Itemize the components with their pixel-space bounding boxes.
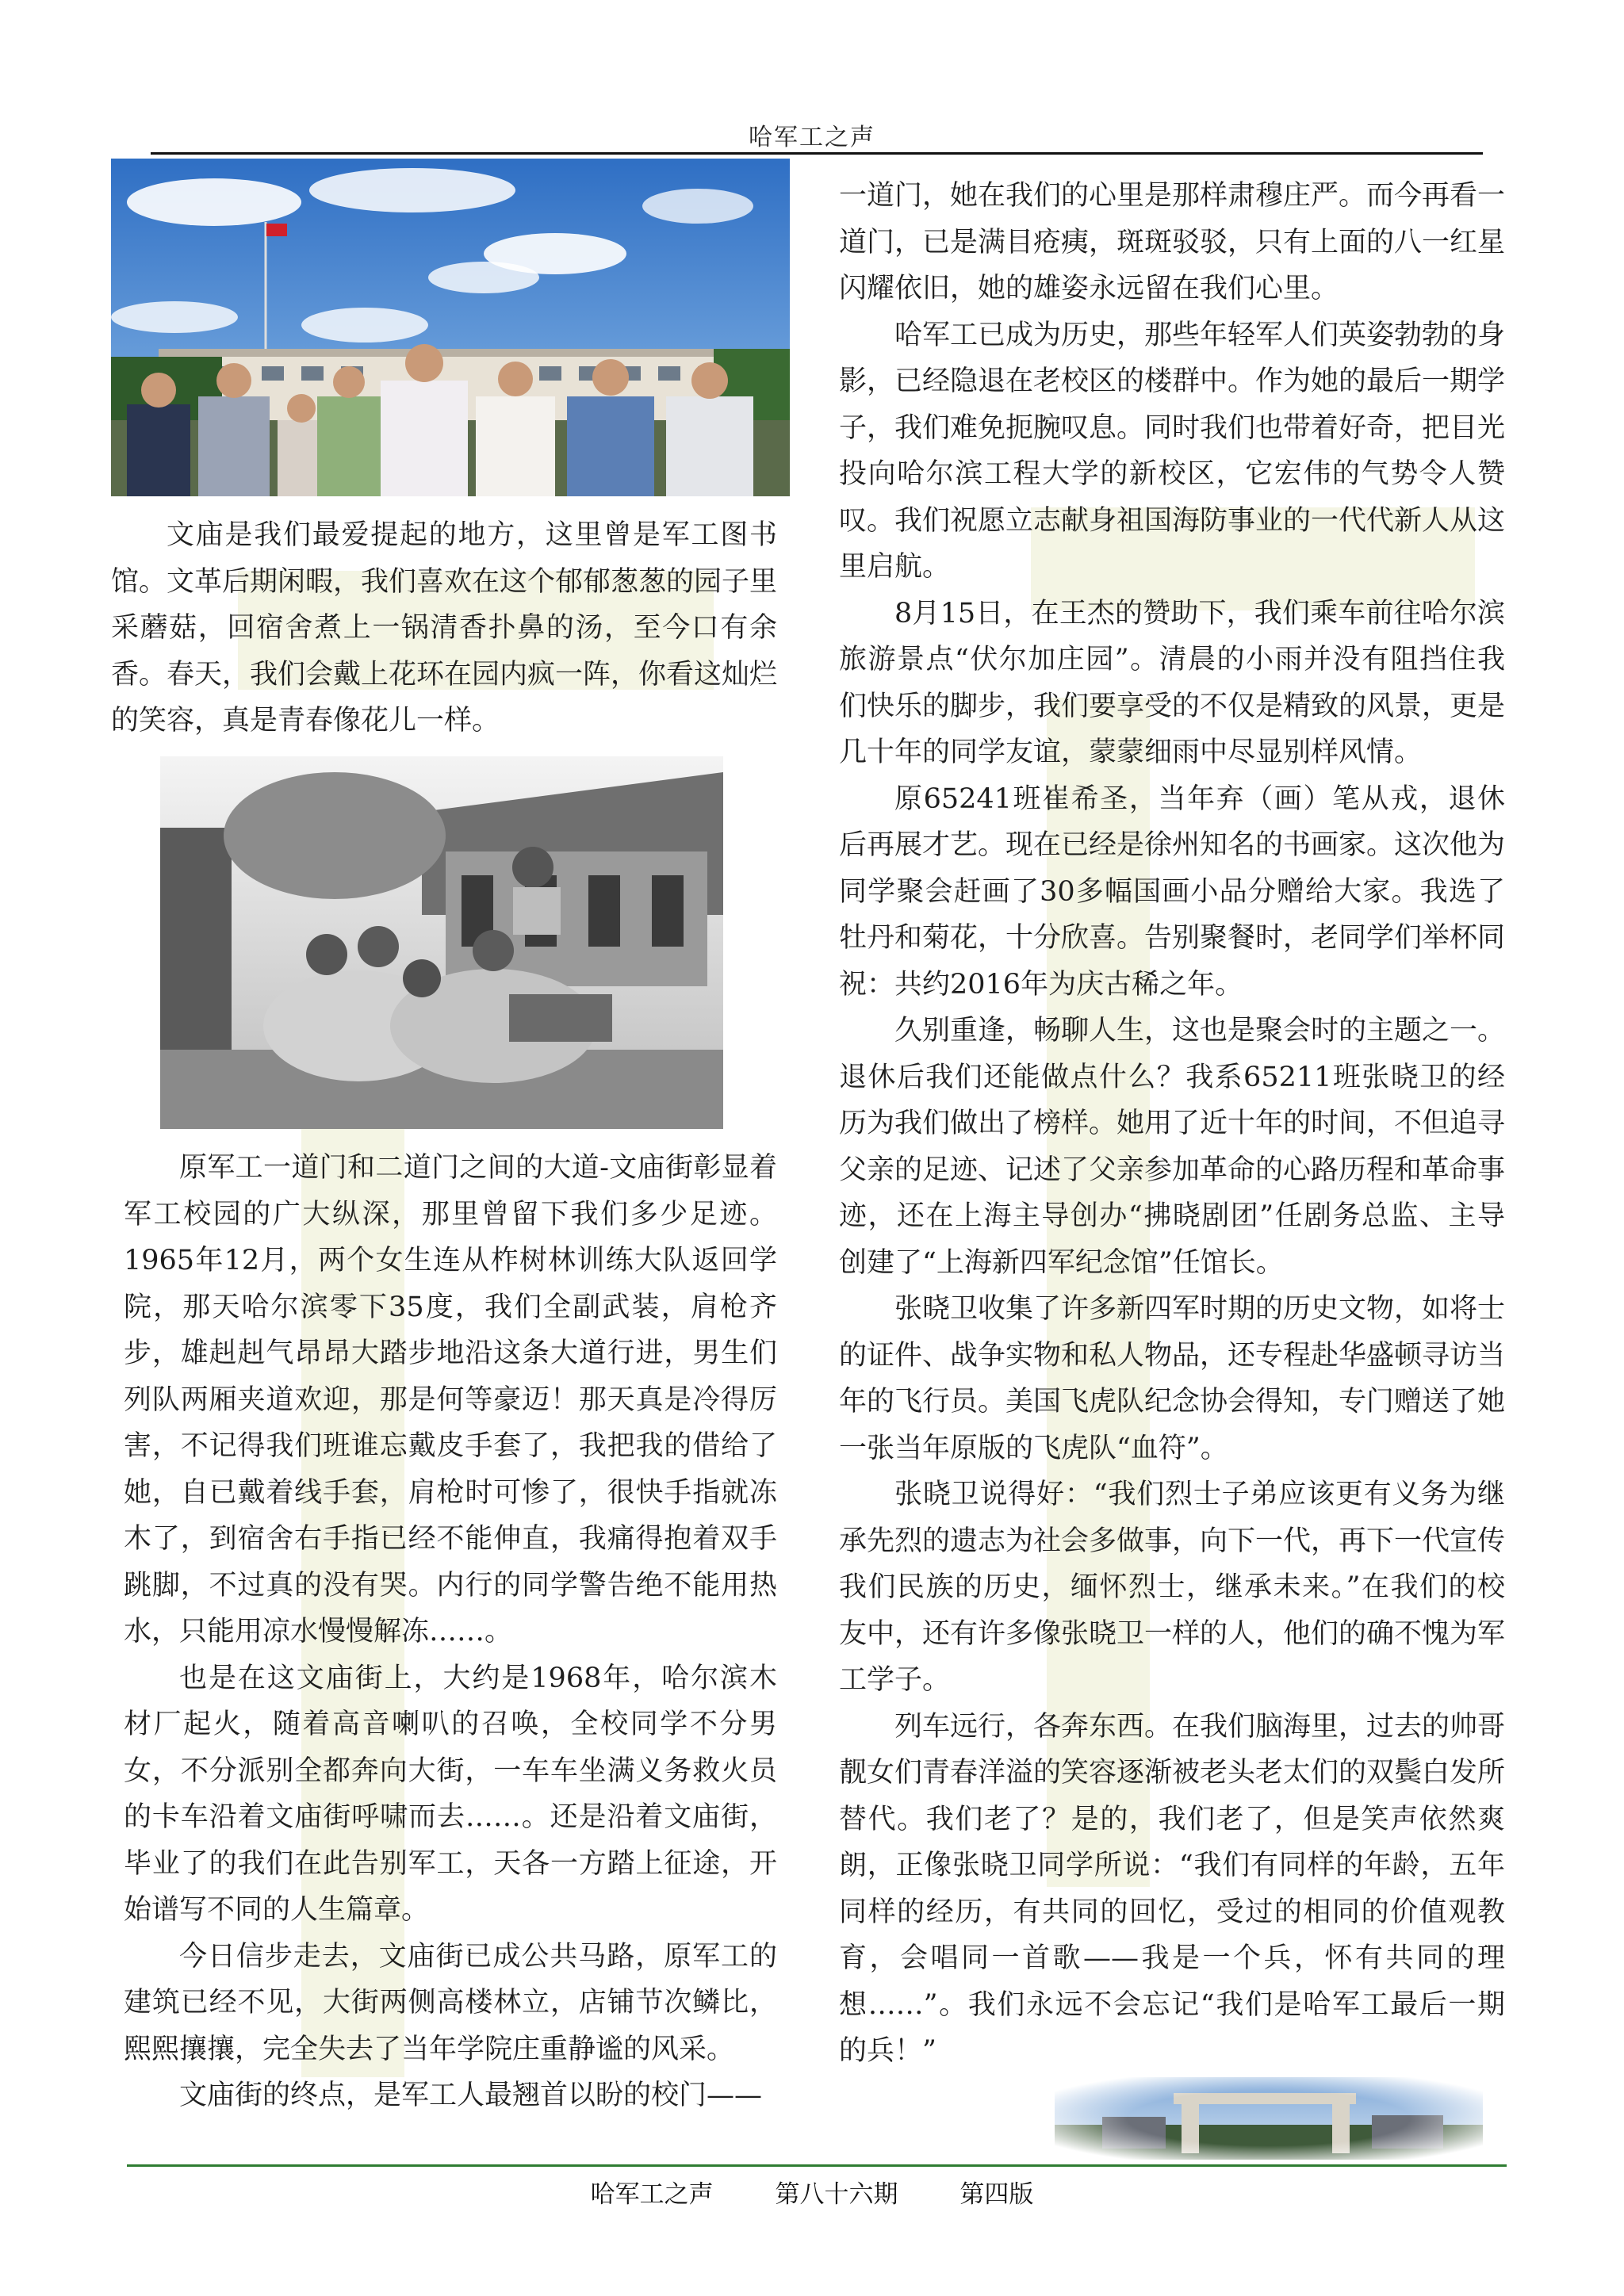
footer-issue: 第八十六期: [775, 2180, 898, 2209]
footer-page: 第四版: [959, 2180, 1034, 2209]
paragraph-continuation: 一道门，她在我们的心里是那样肃穆庄严。而今再看一道门，已是满目疮痍，斑斑驳驳，只有上面的八一红星闪耀依旧，她的雄姿永远留在我们心里。: [839, 180, 1506, 304]
left-column-text-a: [111, 512, 777, 744]
campus-gate-photo: [1055, 2077, 1483, 2160]
group-photo-campus: [111, 159, 790, 496]
group-photo-image: [111, 159, 790, 496]
footer-rule: [127, 2164, 1507, 2167]
header-rule: [151, 152, 1483, 155]
gate-photo-image: [1055, 2077, 1483, 2160]
right-column-text: [839, 173, 1505, 2075]
paragraph: 张晓卫收集了许多新四军时期的历史文物，如将士的证件、战争实物和私人物品，还专程赴华盛顿寻访当年的飞行员。美国飞虎队纪念协会得知，专门赠送了她一张当年原版的飞虎队“血符”。: [839, 1293, 1506, 1464]
paragraph: 文庙街的终点，是军工人最翘首以盼的校门——: [179, 2080, 763, 2111]
vintage-bw-photo: [160, 756, 723, 1129]
paragraph: 哈军工已成为历史，那些年轻军人们英姿勃勃的身影，已经隐退在老校区的楼群中。作为她的最后一期学子，我们难免扼腕叹息。同时我们也带着好奇，把目光投向哈尔滨工程大学的新校区，它宏伟的气势令人赞叹。我们祝愿立志献身祖国海防事业的一代代新人从这里启航。: [839, 319, 1506, 583]
paragraph: 也是在这文庙街上，大约是1968年，哈尔滨木材厂起火，随着高音喇叭的召唤，全校同学不分男女，不分派别全都奔向大街，一车车坐满义务救火员的卡车沿着文庙街呼啸而去……。还是沿着文庙街，毕业了的我们在此告别军工，天各一方踏上征途，开始谱写不同的人生篇章。: [124, 1662, 777, 1926]
left-column-text-b: [124, 1145, 777, 2119]
paragraph: 原军工一道门和二道门之间的大道-文庙街彰显着军工校园的广大纵深，那里曾留下我们多少足迹。1965年12月，两个女生连从柞树林训练大队返回学院，那天哈尔滨零下35度，我们全副武装，肩枪齐步，雄赳赳气昂昂大踏步地沿这条大道行进，男生们列队两厢夹道欢迎，那是何等豪迈！那天真是冷得厉害，不记得我们班谁忘戴皮手套了，我把我的借给了她，自已戴着线手套，肩枪时可惨了，很快手指就冻木了，到宿舍右手指已经不能伸直，我痛得抱着双手跳脚，不过真的没有哭。内行的同学警告绝不能用热水，只能用凉水慢慢解冻……。: [124, 1152, 777, 1647]
page-header-title: 哈军工之声: [749, 124, 875, 151]
paragraph: 今日信步走去，文庙街已成公共马路，原军工的建筑已经不见，大街两侧高楼林立，店铺节次鳞比，熙熙攘攘，完全失去了当年学院庄重静谧的风采。: [124, 1940, 777, 2065]
vintage-photo-image: [160, 756, 723, 1129]
paragraph: 张晓卫说得好：“我们烈士子弟应该更有义务为继承先烈的遗志为社会多做事，向下一代，再下一代宣传我们民族的历史，缅怀烈士，继承未来。”在我们的校友中，还有许多像张晓卫一样的人，他们的确不愧为军工学子。: [839, 1479, 1506, 1696]
footer-publication: 哈军工之声: [590, 2180, 714, 2209]
paragraph: 原65241班崔希圣，当年弃（画）笔从戎，退休后再展才艺。现在已经是徐州知名的书画家。这次他为同学聚会赶画了30多幅国画小品分赠给大家。我选了牡丹和菊花，十分欣喜。告别聚餐时，老同学们举杯同祝：共约2016年为庆古稀之年。: [839, 783, 1506, 1001]
paragraph: 久别重逢，畅聊人生，这也是聚会时的主题之一。退休后我们还能做点什么？我系65211班张晓卫的经历为我们做出了榜样。她用了近十年的时间，不但追寻父亲的足迹、记述了父亲参加革命的心路历程和革命事迹，还在上海主导创办“拂晓剧团”任剧务总监、主导创建了“上海新四军纪念馆”任馆长。: [839, 1015, 1506, 1279]
paragraph: 文庙是我们最爱提起的地方，这里曾是军工图书馆。文革后期闲暇，我们喜欢在这个郁郁葱葱的园子里采蘑菇，回宿舍煮上一锅清香扑鼻的汤，至今口有余香。春天，我们会戴上花环在园内疯一阵，你看这灿烂的笑容，真是青春像花儿一样。: [111, 519, 778, 737]
paragraph: 列车远行，各奔东西。在我们脑海里，过去的帅哥靓女们青春洋溢的笑容逐渐被老头老太们的双鬓白发所替代。我们老了？是的，我们老了，但是笑声依然爽朗，正像张晓卫同学所说：“我们有同样的年龄，五年同样的经历，有共同的回忆，受过的相同的价值观教育，会唱同一首歌——我是一个兵，怀有共同的理想……”。我们永远不会忘记“我们是哈军工最后一期的兵！”: [839, 1710, 1506, 2067]
paragraph: 8月15日，在王杰的赞助下，我们乘车前往哈尔滨旅游景点“伏尔加庄园”。清晨的小雨并没有阻挡住我们快乐的脚步，我们要享受的不仅是精致的风景，更是几十年的同学友谊，蒙蒙细雨中尽显别样风情。: [839, 597, 1506, 768]
page-footer: [0, 2174, 1624, 2210]
